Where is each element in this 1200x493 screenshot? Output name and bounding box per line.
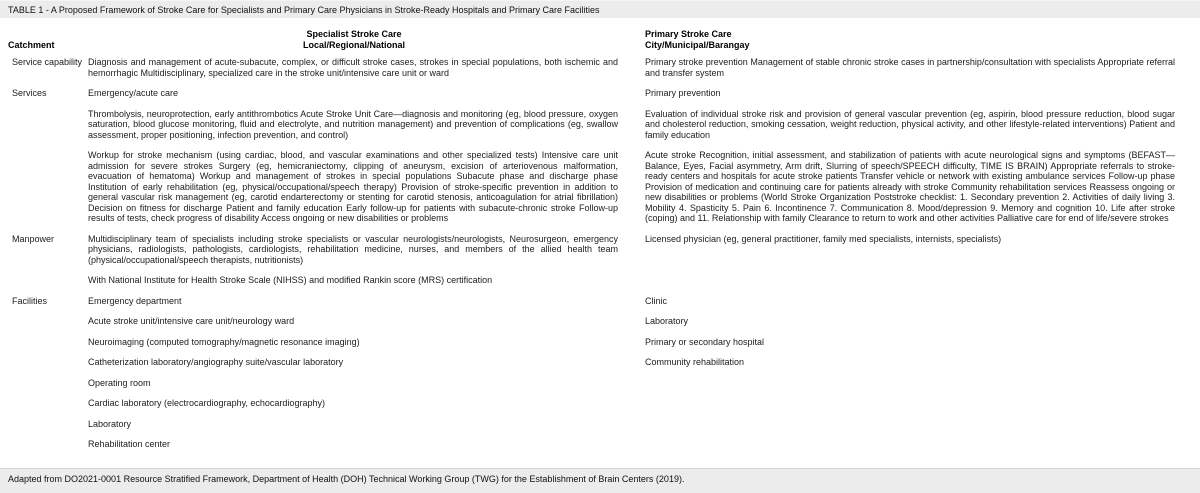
table-row bbox=[8, 296, 1175, 307]
row-catchment bbox=[8, 150, 88, 224]
row-specialist: Laboratory bbox=[88, 418, 132, 429]
row-primary: Community rehabilitation bbox=[645, 357, 745, 367]
row-primary: Evaluation of individual stroke risk and provision of general vascular prevention (eg, aspirin, blood pressure reduction, blood sugar and cholesterol reduction, smoking cessation, weight reduction, physical activity, and other lifestyle-related interventions) Patient and family education bbox=[645, 108, 1175, 140]
column-header-primary bbox=[620, 29, 1175, 50]
table-row bbox=[8, 57, 1175, 78]
table-row bbox=[8, 88, 1175, 99]
table-row bbox=[8, 275, 1175, 286]
row-primary bbox=[620, 275, 1175, 286]
row-primary: Clinic bbox=[645, 295, 668, 306]
row-specialist: Operating room bbox=[88, 377, 151, 388]
table-row bbox=[8, 316, 1175, 327]
row-specialist: Emergency department bbox=[88, 295, 182, 306]
row-primary bbox=[620, 398, 1175, 409]
row-specialist: Neuroimaging (computed tomography/magnetic resonance imaging) bbox=[88, 336, 360, 347]
row-catchment bbox=[8, 357, 88, 368]
column-header-specialist-line1: Specialist Stroke Care bbox=[306, 29, 402, 39]
row-catchment bbox=[8, 316, 88, 327]
row-catchment: Manpower bbox=[12, 233, 55, 244]
column-header-specialist-line2: Local/Regional/National bbox=[302, 39, 405, 50]
table-content bbox=[0, 18, 1200, 468]
table-footnote-bar bbox=[0, 468, 1200, 493]
row-primary: Primary or secondary hospital bbox=[645, 336, 765, 347]
row-catchment: Service capability bbox=[12, 57, 83, 67]
row-specialist: Cardiac laboratory (electrocardiography, echocardiography) bbox=[88, 398, 325, 408]
row-specialist: Workup for stroke mechanism (using cardiac, blood, and vascular examinations and other specialized tests) Intensive care unit admission for severe strokes Surgery (eg, hemicraniectomy, clipping of aneurysm, excision of arteriovenous malformation, evacuation of hematoma) Workup and management of strokes in special populations Subacute phase and discharge phase Institution of early rehabilitation (eg, physical/occupational/speech therapy) Provision of stroke-specific prevention in addition to general vascular risk management (eg, carotid endarterectomy or stenting for carotid stenosis, anticoagulation for atrial fibrillation) Decision on fitness for discharge Patient and family education Early follow-up for patients with subacute-chronic stroke Follow-up results of tests, check progress of disability Access ongoing or new disabilities or problems bbox=[88, 150, 618, 223]
row-primary: Licensed physician (eg, general practitioner, family med specialists, internists, specialists) bbox=[645, 233, 1002, 244]
row-primary: Primary prevention bbox=[645, 88, 721, 98]
row-specialist: Diagnosis and management of acute-subacute, complex, or difficult stroke cases, strokes in special populations, both ischemic and hemorrhagic Multidisciplinary, specialized care in the stroke unit/intensive care unit or ward bbox=[88, 57, 618, 78]
row-catchment bbox=[8, 337, 88, 348]
row-catchment: Services bbox=[12, 88, 47, 98]
row-primary bbox=[620, 419, 1175, 430]
table-title-bar bbox=[0, 0, 1200, 18]
row-primary: Laboratory bbox=[645, 316, 689, 326]
table-body bbox=[8, 57, 1175, 450]
row-catchment bbox=[8, 398, 88, 409]
row-primary bbox=[620, 439, 1175, 450]
table-row bbox=[8, 378, 1175, 389]
row-primary: Primary stroke prevention Management of stable chronic stroke cases in partnership/consultation with specialists Appropriate referral and transfer system bbox=[645, 57, 1175, 78]
row-specialist: With National Institute for Health Stroke Scale (NIHSS) and modified Rankin score (MRS) certification bbox=[88, 275, 493, 285]
row-specialist: Thrombolysis, neuroprotection, early antithrombotics Acute Stroke Unit Care—diagnosis and monitoring (eg, blood pressure, oxygen saturation, blood glucose monitoring, fluid and electrolyte, and nutrition management) and prevention of complications (eg, swallow assessment, proper positioning, infection prevention, and control) bbox=[88, 108, 618, 140]
row-catchment: Facilities bbox=[12, 295, 48, 306]
column-header-primary-line1: Primary Stroke Care bbox=[645, 29, 732, 39]
table-row bbox=[8, 357, 1175, 368]
table-footnote: Adapted from DO2021-0001 Resource Stratified Framework, Department of Health (DOH) Technical Working Group (TWG) for the Establishment of Brain Centers (2019). bbox=[8, 474, 685, 484]
row-catchment bbox=[8, 109, 88, 141]
column-header-catchment: Catchment bbox=[8, 39, 55, 50]
table-title: TABLE 1 - A Proposed Framework of Stroke Care for Specialists and Primary Care Physicians in Stroke-Ready Hospitals and Primary Care Facilities bbox=[8, 5, 600, 15]
row-specialist: Acute stroke unit/intensive care unit/neurology ward bbox=[88, 316, 295, 326]
row-catchment bbox=[8, 378, 88, 389]
row-specialist: Multidisciplinary team of specialists including stroke specialists or vascular neurologists/neurologists, Neurosurgeon, emergency physicians, radiologists, pathologists, cardiologists, rehabilitation medicine, nurses, and members of the allied health team (physical/occupational/speech therapists, nutritionists) bbox=[88, 233, 618, 265]
table-row bbox=[8, 337, 1175, 348]
row-specialist: Rehabilitation center bbox=[88, 439, 171, 449]
row-catchment bbox=[8, 275, 88, 286]
table-header-row bbox=[8, 29, 1175, 50]
table-row bbox=[8, 234, 1175, 266]
table-row bbox=[8, 150, 1175, 224]
row-catchment bbox=[8, 419, 88, 430]
row-primary: Acute stroke Recognition, initial assessment, and stabilization of patients with acute neurological signs and symptoms (BEFAST—Balance, Eyes, Facial asymmetry, Arm drift, Slurring of speech/SPEECH difficulty, TIME IS BRAIN) Appropriate referrals to stroke-ready centers and hospitals for acute stroke patients Transfer vehicle or network with existing ambulance services Follow-up phase Provision of medication and continuing care for patients already with stroke Community rehabilitation services Reassess ongoing or new disabilities or problems (World Stroke Organization Poststroke checklist: 1. Secondary prevention 2. Activities of daily living 3. Mobility 4. Spasticity 5. Pain 6. Incontinence 7. Communication 8. Mood/depression 9. Memory and cognition 10. Life after stroke (coping) and 11. Relationship with family Clearance to return to work and other activities Palliative care for end of life/severe strokes bbox=[645, 150, 1175, 223]
table-row bbox=[8, 398, 1175, 409]
table-row bbox=[8, 109, 1175, 141]
column-header-primary-line2: City/Municipal/Barangay bbox=[645, 39, 750, 50]
table-row bbox=[8, 439, 1175, 450]
row-specialist: Emergency/acute care bbox=[88, 88, 179, 98]
row-primary bbox=[620, 378, 1175, 389]
row-specialist: Catheterization laboratory/angiography suite/vascular laboratory bbox=[88, 357, 344, 367]
table-row bbox=[8, 419, 1175, 430]
column-header-specialist bbox=[88, 29, 620, 50]
row-catchment bbox=[8, 439, 88, 450]
